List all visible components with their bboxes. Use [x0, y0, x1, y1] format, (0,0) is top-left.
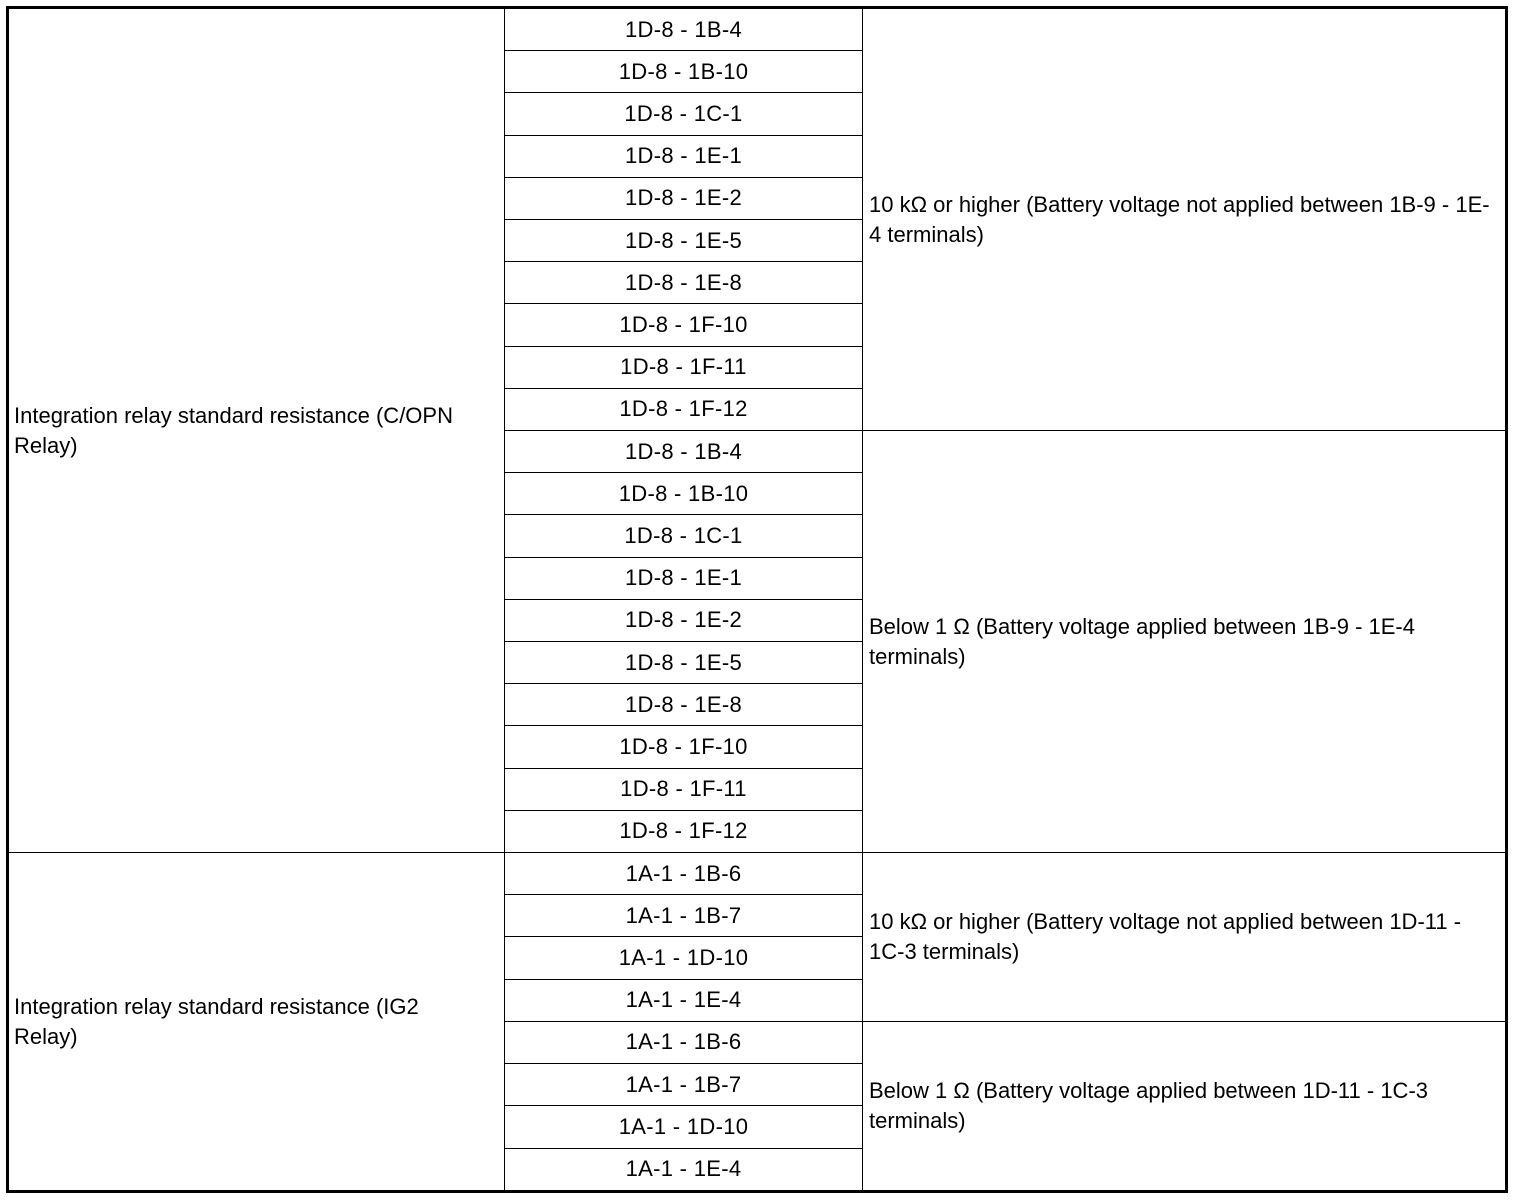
item-cell-ig2-relay: Integration relay standard resistance (IG2 Relay)	[8, 853, 505, 1192]
terminal-cell: 1D-8 - 1E-2	[505, 177, 863, 219]
terminal-cell: 1A-1 - 1B-7	[505, 895, 863, 937]
terminal-cell: 1D-8 - 1E-5	[505, 220, 863, 262]
terminal-cell: 1D-8 - 1E-1	[505, 557, 863, 599]
terminal-cell: 1D-8 - 1B-10	[505, 51, 863, 93]
terminal-cell: 1D-8 - 1E-2	[505, 599, 863, 641]
terminal-cell: 1D-8 - 1E-5	[505, 642, 863, 684]
spec-cell-applied: Below 1 Ω (Battery voltage applied between 1B-9 - 1E-4 terminals)	[863, 431, 1507, 853]
terminal-cell: 1D-8 - 1F-11	[505, 346, 863, 388]
resistance-spec-table	[6, 6, 1508, 1193]
terminal-cell: 1D-8 - 1F-11	[505, 768, 863, 810]
table-body	[8, 8, 1507, 1192]
table-row	[8, 8, 1507, 51]
terminal-cell: 1D-8 - 1C-1	[505, 93, 863, 135]
terminal-cell: 1A-1 - 1D-10	[505, 1106, 863, 1148]
terminal-cell: 1A-1 - 1E-4	[505, 1148, 863, 1192]
terminal-cell: 1D-8 - 1E-8	[505, 684, 863, 726]
terminal-cell: 1D-8 - 1C-1	[505, 515, 863, 557]
terminal-cell: 1A-1 - 1B-6	[505, 1021, 863, 1063]
spec-cell-applied: Below 1 Ω (Battery voltage applied between 1D-11 - 1C-3 terminals)	[863, 1021, 1507, 1191]
spec-cell-not-applied: 10 kΩ or higher (Battery voltage not applied between 1B-9 - 1E-4 terminals)	[863, 8, 1507, 431]
terminal-cell: 1D-8 - 1F-10	[505, 304, 863, 346]
item-cell-copn-relay: Integration relay standard resistance (C/OPN Relay)	[8, 8, 505, 853]
terminal-cell: 1D-8 - 1B-4	[505, 8, 863, 51]
terminal-cell: 1D-8 - 1E-8	[505, 262, 863, 304]
terminal-cell: 1A-1 - 1D-10	[505, 937, 863, 979]
spec-cell-not-applied: 10 kΩ or higher (Battery voltage not applied between 1D-11 - 1C-3 terminals)	[863, 853, 1507, 1022]
terminal-cell: 1D-8 - 1B-10	[505, 473, 863, 515]
table-row	[8, 853, 1507, 895]
terminal-cell: 1A-1 - 1B-7	[505, 1064, 863, 1106]
terminal-cell: 1A-1 - 1E-4	[505, 979, 863, 1021]
terminal-cell: 1A-1 - 1B-6	[505, 853, 863, 895]
terminal-cell: 1D-8 - 1F-12	[505, 810, 863, 852]
terminal-cell: 1D-8 - 1B-4	[505, 431, 863, 473]
terminal-cell: 1D-8 - 1F-12	[505, 388, 863, 430]
terminal-cell: 1D-8 - 1E-1	[505, 135, 863, 177]
terminal-cell: 1D-8 - 1F-10	[505, 726, 863, 768]
